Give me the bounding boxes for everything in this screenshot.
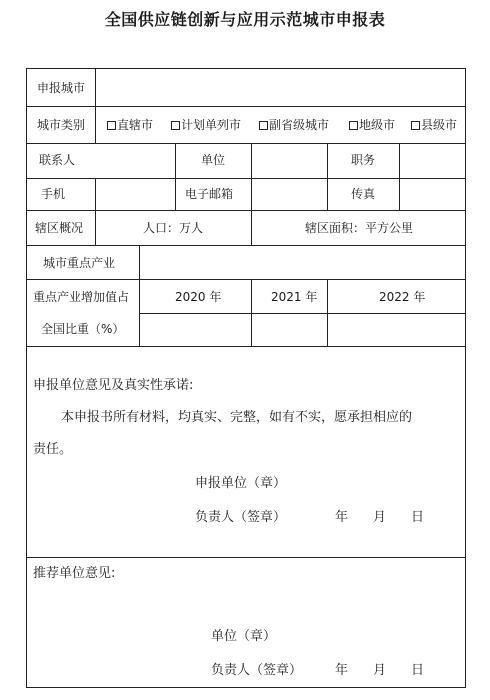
recommend-heading: 推荐单位意见:	[33, 566, 116, 581]
city-type-option-sub-provincial[interactable]: 副省级城市	[259, 118, 329, 132]
checkbox-icon	[107, 121, 116, 130]
industry-share-label-2: 全国比重（%）	[41, 322, 125, 336]
col-divider	[251, 143, 252, 210]
apply-city-label: 申报城市	[37, 81, 86, 95]
col-divider	[327, 143, 328, 210]
col-divider	[95, 69, 96, 143]
row-divider	[27, 210, 465, 211]
unit-label: 单位	[201, 153, 226, 167]
city-type-option-county[interactable]: 县级市	[411, 118, 457, 132]
col-divider	[139, 245, 140, 346]
col-divider	[327, 279, 328, 346]
section-divider	[27, 557, 465, 558]
key-industry-label: 城市重点产业	[43, 256, 116, 270]
recommend-date-year: 年	[335, 663, 349, 678]
city-type-label: 城市类别	[37, 118, 86, 132]
form-title: 全国供应链创新与应用示范城市申报表	[104, 10, 386, 29]
year-2021-header: 2021 年	[271, 290, 318, 304]
checkbox-icon	[411, 121, 420, 130]
city-type-option-municipality[interactable]: 直辖市	[107, 118, 153, 132]
applicant-date-year: 年	[335, 510, 349, 525]
recommend-seal-label: 单位（章）	[211, 629, 277, 644]
commitment-body: 本申报书所有材料，均真实、完整，如有不实，愿承担相应的	[61, 410, 413, 425]
applicant-signer-label: 负责人（签章）	[195, 510, 287, 525]
applicant-date-day: 日	[411, 510, 425, 525]
row-divider	[27, 279, 465, 280]
recommend-date-day: 日	[411, 663, 425, 678]
contact-label: 联系人	[39, 153, 76, 167]
commitment-heading: 申报单位意见及真实性承诺:	[33, 378, 194, 393]
recommend-date-month: 月	[373, 663, 387, 678]
industry-share-label: 重点产业增加值占	[33, 290, 130, 304]
email-label: 电子邮箱	[185, 187, 234, 201]
row-divider	[27, 106, 465, 107]
col-divider	[95, 178, 96, 246]
col-divider	[251, 279, 252, 346]
area-label: 辖区面积：平方公里	[305, 221, 414, 235]
row-divider	[27, 245, 465, 246]
commitment-body-continued: 责任。	[33, 442, 73, 457]
population-label: 人口：万人	[143, 221, 204, 235]
district-label: 辖区概况	[35, 221, 84, 235]
applicant-date-month: 月	[373, 510, 387, 525]
city-type-option-separately-planned[interactable]: 计划单列市	[171, 118, 241, 132]
applicant-seal-label: 申报单位（章）	[195, 476, 287, 491]
position-label: 职务	[351, 153, 376, 167]
col-divider	[175, 143, 176, 210]
checkbox-icon	[349, 121, 358, 130]
application-form	[26, 68, 466, 688]
year-2020-header: 2020 年	[175, 290, 222, 304]
col-divider	[251, 210, 252, 246]
checkbox-icon	[259, 121, 268, 130]
fax-label: 传真	[351, 187, 376, 201]
city-type-option-prefecture[interactable]: 地级市	[349, 118, 395, 132]
checkbox-icon	[171, 121, 180, 130]
year-2022-header: 2022 年	[379, 290, 426, 304]
row-divider	[139, 313, 465, 314]
recommend-signer-label: 负责人（签章）	[211, 663, 303, 678]
row-divider	[27, 346, 465, 347]
col-divider	[399, 143, 400, 210]
mobile-label: 手机	[41, 187, 66, 201]
